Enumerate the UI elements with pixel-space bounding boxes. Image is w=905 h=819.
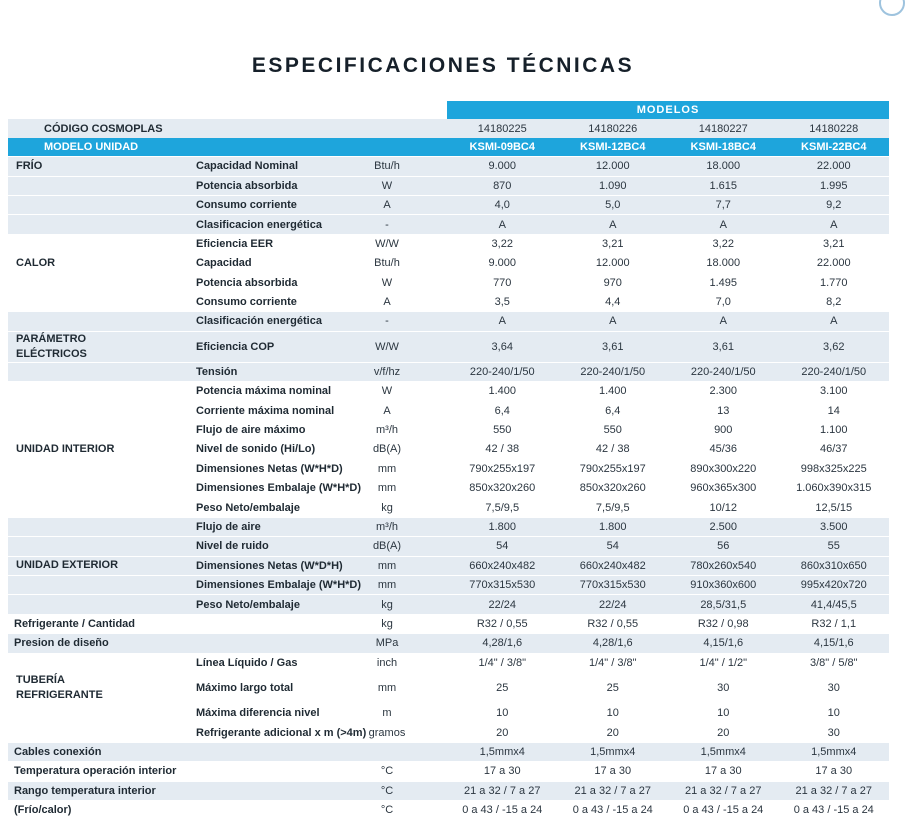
codigo-value: 14180227 [668, 119, 779, 137]
row-label: Peso Neto/embalaje [196, 501, 300, 514]
category-label: CALOR [16, 256, 56, 269]
spec-row [8, 362, 889, 381]
row-value: A [668, 215, 779, 234]
row-label: Nivel de ruido [130, 537, 327, 556]
row-value: 0 a 43 / -15 a 24 [683, 804, 764, 817]
row-value: 4,4 [605, 296, 621, 309]
spec-table [8, 101, 889, 819]
spec-row [8, 195, 889, 214]
row-value: 1,5mmx4 [447, 742, 558, 761]
row-value: 1.400 [488, 385, 517, 398]
category-label: PARÁMETRO ELÉCTRICOS [8, 331, 130, 362]
modelo-value: KSMI-22BC4 [779, 138, 890, 157]
row-value: 20 [496, 726, 509, 739]
row-value: 12.000 [558, 157, 669, 176]
row-value: 3,22 [712, 237, 734, 250]
row-value: 0 a 43 / -15 a 24 [462, 804, 543, 817]
row-value: A [779, 215, 890, 234]
row-value: 22.000 [779, 157, 890, 176]
row-value: 3,62 [779, 331, 890, 362]
modelo-value: KSMI-09BC4 [447, 138, 558, 157]
row-value: 9.000 [447, 157, 558, 176]
row-value: 6,4 [494, 404, 510, 417]
row-value: R32 / 1,1 [811, 617, 857, 630]
row-value: 6,4 [605, 404, 621, 417]
row-value: 770 [493, 276, 512, 289]
row-value: 46/37 [819, 443, 848, 456]
row-value: 3,64 [447, 331, 558, 362]
row-label: Capacidad Nominal [130, 157, 327, 176]
row-label: Potencia absorbida [196, 276, 298, 289]
spec-row [8, 653, 889, 672]
row-unit: mm [377, 482, 397, 495]
row-label: Eficiencia COP [130, 331, 327, 362]
row-value: 18.000 [706, 257, 741, 270]
spec-row [8, 215, 889, 234]
spec-row [8, 273, 889, 292]
row-value: A [558, 312, 669, 331]
row-value: 900 [714, 424, 733, 437]
row-unit: m³/h [327, 517, 447, 536]
row-value: 850x320x260 [579, 482, 646, 495]
row-value: 3/8" / 5/8" [809, 656, 858, 669]
row-label: Capacidad [196, 257, 252, 270]
spec-row [8, 781, 889, 800]
modelo-label: MODELO UNIDAD [8, 138, 447, 157]
row-unit: A [383, 296, 391, 309]
row-unit: °C [327, 781, 447, 800]
row-value: 660x240x482 [447, 556, 558, 575]
row-unit [327, 742, 447, 761]
spec-row [8, 742, 889, 761]
row-value: 1.615 [668, 176, 779, 195]
row-value: R32 / 0,98 [697, 617, 749, 630]
row-unit: dB(A) [327, 537, 447, 556]
spec-row [8, 762, 889, 781]
row-value: 0 a 43 / -15 a 24 [793, 804, 874, 817]
row-unit: MPa [327, 634, 447, 653]
row-unit: W [327, 176, 447, 195]
spec-row [8, 331, 889, 362]
models-header-row [8, 101, 889, 119]
row-unit: kg [381, 617, 393, 630]
row-value: 220-240/1/50 [779, 362, 890, 381]
category-label: UNIDAD EXTERIOR [8, 556, 130, 575]
row-value: 870 [447, 176, 558, 195]
row-value: 970 [603, 276, 622, 289]
row-value: 780x260x540 [668, 556, 779, 575]
row-value: 1/4" / 1/2" [699, 656, 748, 669]
spec-row [8, 517, 889, 536]
row-value: A [558, 215, 669, 234]
spec-row [8, 292, 889, 311]
row-value: 4,15/1,6 [668, 634, 779, 653]
category-label: FRÍO [8, 157, 130, 176]
row-value: 12.000 [595, 257, 630, 270]
row-label: Máximo largo total [196, 681, 294, 694]
row-label: Potencia absorbida [130, 176, 327, 195]
row-unit: A [327, 195, 447, 214]
row-value: 17 a 30 [704, 765, 742, 778]
row-value: 550 [603, 424, 622, 437]
spec-row [8, 723, 889, 742]
row-value: 45/36 [709, 443, 738, 456]
row-value: 9,2 [779, 195, 890, 214]
row-value: 55 [779, 537, 890, 556]
row-value: 1/4" / 3/8" [588, 656, 637, 669]
row-unit: inch [376, 656, 398, 669]
spec-row [8, 459, 889, 478]
row-unit: mm [327, 575, 447, 594]
spec-row [8, 440, 889, 459]
row-value: 1,5mmx4 [668, 742, 779, 761]
codigo-value: 14180226 [558, 119, 669, 137]
row-unit: Btu/h [327, 157, 447, 176]
row-unit: m [382, 707, 392, 720]
row-unit: - [327, 312, 447, 331]
row-value: 4,28/1,6 [447, 634, 558, 653]
row-unit: W/W [375, 237, 399, 250]
row-value: 30 [827, 726, 840, 739]
row-label: Máxima diferencia nivel [196, 707, 320, 720]
row-value: 28,5/31,5 [668, 595, 779, 614]
row-unit: mm [327, 556, 447, 575]
row-value: 860x310x650 [779, 556, 890, 575]
row-value: 8,2 [826, 296, 842, 309]
row-label: Línea Líquido / Gas [196, 656, 298, 669]
modelo-value: KSMI-18BC4 [668, 138, 779, 157]
row-value: 13 [717, 404, 730, 417]
row-value: 1,5mmx4 [779, 742, 890, 761]
row-unit: °C [380, 804, 394, 817]
row-value: 17 a 30 [594, 765, 632, 778]
row-value: 1.495 [709, 276, 738, 289]
row-value: 22/24 [447, 595, 558, 614]
spec-row [8, 537, 889, 556]
row-value: 2.300 [709, 385, 738, 398]
row-value: 7,5/9,5 [485, 501, 520, 514]
spec-row [8, 382, 889, 401]
spec-row [8, 312, 889, 331]
row-value: 7,7 [668, 195, 779, 214]
row-value: 54 [558, 537, 669, 556]
row-value: 56 [668, 537, 779, 556]
row-label: Tensión [130, 362, 327, 381]
row-value: 25 [496, 681, 509, 694]
row-value: 10 [827, 707, 840, 720]
row-unit: kg [381, 501, 393, 514]
row-value: 3,21 [823, 237, 845, 250]
row-value: 22.000 [816, 257, 851, 270]
row-value: 1.800 [447, 517, 558, 536]
row-value: 42 / 38 [485, 443, 520, 456]
row-value: 30 [827, 681, 840, 694]
row-value: 4,28/1,6 [558, 634, 669, 653]
spec-row [8, 498, 889, 517]
row-value: 790x255x197 [469, 462, 536, 475]
row-value: 22/24 [558, 595, 669, 614]
row-value: 960x365x300 [690, 482, 757, 495]
spec-row [8, 479, 889, 498]
row-label: Eficiencia EER [196, 237, 274, 250]
codigo-label: CÓDIGO COSMOPLAS [8, 119, 447, 137]
spec-row [8, 614, 889, 633]
spec-row [8, 575, 889, 594]
row-value: 790x255x197 [579, 462, 646, 475]
row-label: Cables conexión [8, 742, 327, 761]
row-unit: Btu/h [374, 257, 400, 270]
row-value: A [668, 312, 779, 331]
row-value: 1.100 [819, 424, 848, 437]
spec-row [8, 234, 889, 253]
row-unit: W [381, 385, 393, 398]
row-unit: A [383, 404, 391, 417]
row-value: 1.090 [558, 176, 669, 195]
row-value: 1.400 [598, 385, 627, 398]
row-value: 910x360x600 [668, 575, 779, 594]
row-label: Consumo corriente [130, 195, 327, 214]
row-value: 660x240x482 [558, 556, 669, 575]
row-value: 1.060x390x315 [796, 482, 872, 495]
row-value: 3,61 [558, 331, 669, 362]
row-value: 1.770 [819, 276, 848, 289]
row-label: Dimensiones Embalaje (W*H*D) [130, 575, 327, 594]
row-label: Clasificación energética [130, 312, 327, 331]
spec-row [8, 634, 889, 653]
row-value: 14 [827, 404, 840, 417]
row-label: Nivel de sonido (Hi/Lo) [196, 443, 316, 456]
row-label: Potencia máxima nominal [196, 385, 332, 398]
row-value: 17 a 30 [815, 765, 853, 778]
row-value: 3,61 [668, 331, 779, 362]
row-label: Corriente máxima nominal [196, 404, 335, 417]
row-value: 10 [717, 707, 730, 720]
row-label: Flujo de aire [130, 517, 327, 536]
row-label: (Frío/calor) [14, 804, 72, 817]
row-value: 20 [606, 726, 619, 739]
spec-table-container [8, 101, 889, 819]
modelo-value: KSMI-12BC4 [558, 138, 669, 157]
models-header: MODELOS [447, 101, 889, 119]
row-label: Peso Neto/embalaje [130, 595, 327, 614]
row-label: Clasificacion energética [130, 215, 327, 234]
row-value: 4,15/1,6 [779, 634, 890, 653]
page-title: ESPECIFICACIONES TÉCNICAS [251, 54, 635, 77]
row-unit: W/W [327, 331, 447, 362]
row-value: 54 [447, 537, 558, 556]
row-value: 10/12 [709, 501, 738, 514]
row-value: 7,0 [715, 296, 731, 309]
row-value: 1.995 [779, 176, 890, 195]
category-label: UNIDAD INTERIOR [16, 442, 115, 455]
row-value: 1/4" / 3/8" [478, 656, 527, 669]
spec-row [8, 401, 889, 420]
row-label: Consumo corriente [196, 296, 297, 309]
row-value: 770x315x530 [447, 575, 558, 594]
spec-row [8, 703, 889, 722]
row-unit: - [327, 215, 447, 234]
row-unit: °C [380, 765, 394, 778]
row-value: 3,5 [494, 296, 510, 309]
row-value: 18.000 [668, 157, 779, 176]
row-unit: m³/h [376, 424, 398, 437]
row-value: A [447, 312, 558, 331]
row-value: A [779, 312, 890, 331]
row-value: 17 a 30 [483, 765, 521, 778]
category-label: TUBERÍA REFRIGERANTE [16, 673, 103, 701]
row-value: 21 a 32 / 7 a 27 [558, 781, 669, 800]
row-label: Refrigerante adicional x m (>4m) [196, 726, 367, 739]
row-value: 995x420x720 [779, 575, 890, 594]
row-unit: dB(A) [372, 443, 402, 456]
row-value: 42 / 38 [595, 443, 630, 456]
row-value: R32 / 0,55 [476, 617, 528, 630]
row-value: 770x315x530 [558, 575, 669, 594]
row-value: 30 [717, 681, 730, 694]
row-label: Dimensiones Netas (W*H*D) [196, 462, 343, 475]
codigo-value: 14180228 [779, 119, 890, 137]
row-value: 21 a 32 / 7 a 27 [668, 781, 779, 800]
row-value: 2.500 [668, 517, 779, 536]
row-value: 1.800 [558, 517, 669, 536]
row-unit: W [381, 276, 393, 289]
row-value: 3.500 [779, 517, 890, 536]
row-label: Dimensiones Embalaje (W*H*D) [196, 482, 362, 495]
codigo-value: 14180225 [447, 119, 558, 137]
spec-row [8, 556, 889, 575]
row-label: Dimensiones Netas (W*D*H) [130, 556, 327, 575]
row-value: 21 a 32 / 7 a 27 [779, 781, 890, 800]
row-value: 220-240/1/50 [447, 362, 558, 381]
row-value: 12,5/15 [815, 501, 853, 514]
row-value: 10 [496, 707, 509, 720]
row-value: 850x320x260 [469, 482, 536, 495]
row-value: 220-240/1/50 [558, 362, 669, 381]
row-value: 5,0 [558, 195, 669, 214]
row-value: 25 [606, 681, 619, 694]
row-value: 3,21 [602, 237, 624, 250]
spec-row [8, 420, 889, 439]
spec-row [8, 672, 889, 703]
row-value: A [447, 215, 558, 234]
row-unit: kg [327, 595, 447, 614]
row-unit: gramos [368, 726, 406, 739]
row-unit: v/f/hz [327, 362, 447, 381]
spec-row [8, 595, 889, 614]
row-value: 4,0 [447, 195, 558, 214]
row-value: 21 a 32 / 7 a 27 [447, 781, 558, 800]
row-unit: mm [377, 681, 397, 694]
row-label: Refrigerante / Cantidad [14, 617, 136, 630]
row-value: 550 [493, 424, 512, 437]
row-value: 7,5/9,5 [595, 501, 630, 514]
row-label: Presion de diseño [8, 634, 327, 653]
spec-row [8, 176, 889, 195]
spec-row [8, 254, 889, 273]
row-value: 890x300x220 [690, 462, 757, 475]
corner-badge-icon [879, 0, 905, 16]
row-value: 1,5mmx4 [558, 742, 669, 761]
row-value: 3,22 [491, 237, 513, 250]
row-value: 41,4/45,5 [779, 595, 890, 614]
spec-row [8, 800, 889, 819]
row-unit: mm [377, 462, 397, 475]
row-label: Flujo de aire máximo [196, 424, 306, 437]
row-value: 9.000 [488, 257, 517, 270]
row-value: 20 [717, 726, 730, 739]
row-value: 10 [606, 707, 619, 720]
row-value: R32 / 0,55 [587, 617, 639, 630]
row-label: Rango temperatura interior [8, 781, 327, 800]
modelo-row [8, 138, 889, 157]
row-value: 998x325x225 [800, 462, 867, 475]
row-value: 220-240/1/50 [668, 362, 779, 381]
row-value: 0 a 43 / -15 a 24 [572, 804, 653, 817]
spec-row [8, 157, 889, 176]
codigo-row [8, 119, 889, 137]
row-label: Temperatura operación interior [14, 765, 177, 778]
row-value: 3.100 [819, 385, 848, 398]
